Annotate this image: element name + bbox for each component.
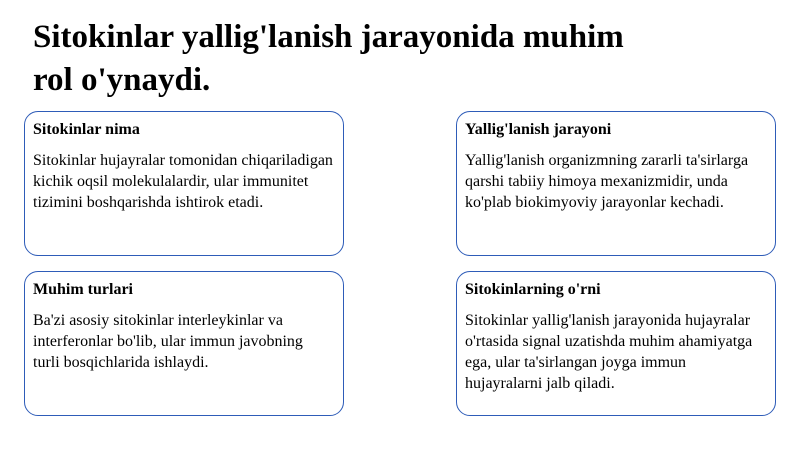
card-yalliglanish-jarayoni [456, 111, 776, 256]
card-text: Yallig'lanish organizmning zararli ta'sirlarga qarshi tabiiy himoya mexanizmidir, unda ko'plab biokimyoviy jarayonlar kechadi. [465, 152, 749, 211]
card-text: Ba'zi asosiy sitokinlar interleykinlar va interferonlar bo'lib, ular immun javobning turli bosqichlarida ishlaydi. [33, 312, 303, 371]
card-sitokinlar-nima [24, 111, 344, 256]
slide-title: Sitokinlar yallig'lanish jarayonida muhim rol o'ynaydi. [33, 19, 624, 98]
card-heading: Muhim turlari [33, 281, 133, 298]
card-heading: Sitokinlar nima [33, 121, 140, 138]
card-text: Sitokinlar yallig'lanish jarayonida hujayralar o'rtasida signal uzatishda muhim ahamiyatga ega, ular ta'sirlangan joyga immun hujayralarni jalb qiladi. [465, 312, 753, 392]
card-text: Sitokinlar hujayralar tomonidan chiqariladigan kichik oqsil molekulalardir, ular immunitet tizimini boshqarishda ishtirok etadi. [33, 152, 333, 211]
card-heading: Sitokinlarning o'rni [465, 281, 601, 298]
card-sitokinlarning-orni [456, 271, 776, 416]
card-heading: Yallig'lanish jarayoni [465, 121, 612, 138]
card-muhim-turlari [24, 271, 344, 416]
